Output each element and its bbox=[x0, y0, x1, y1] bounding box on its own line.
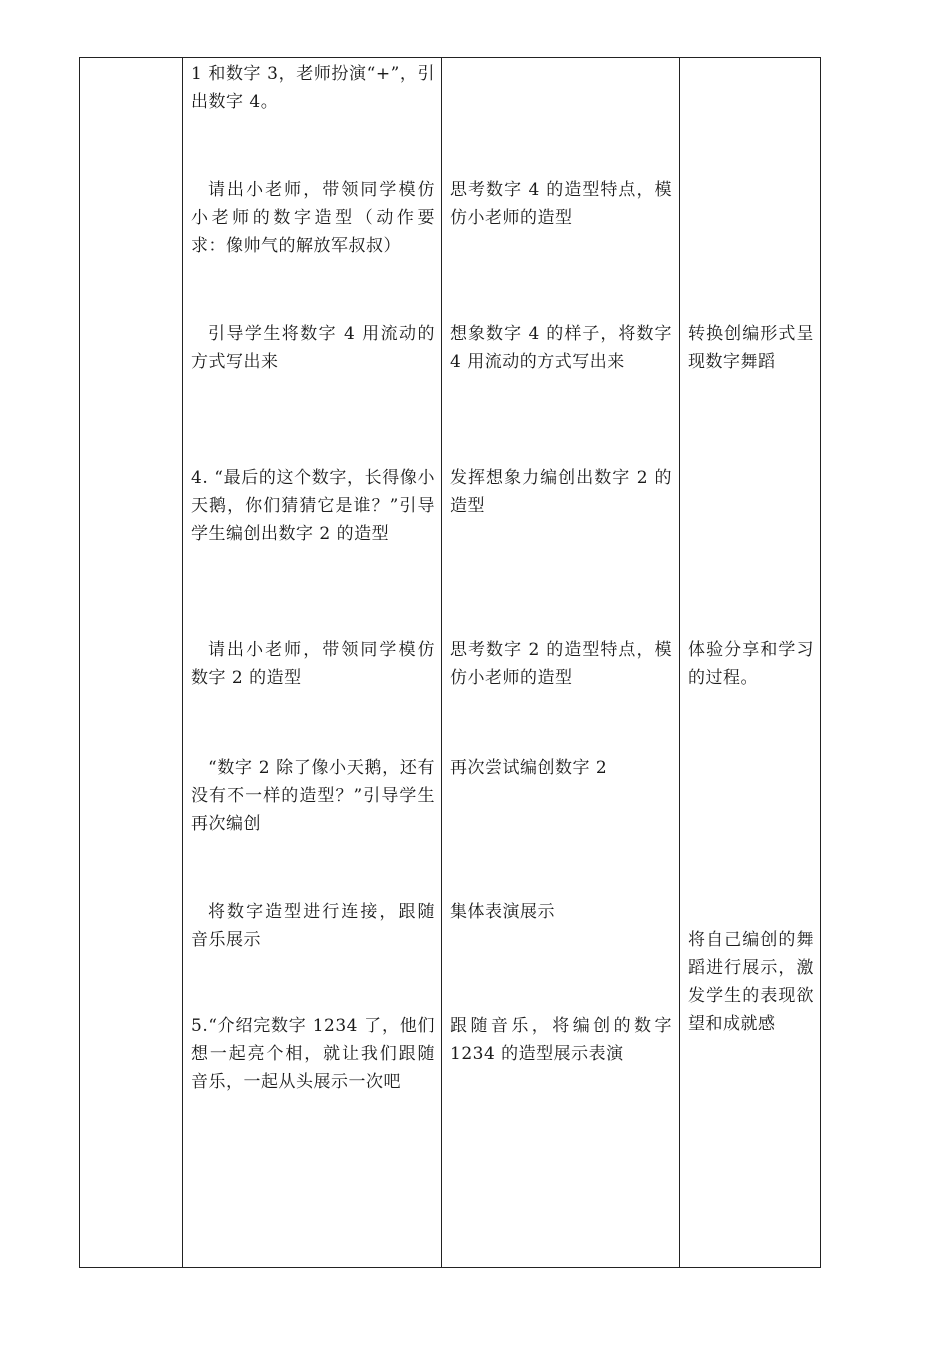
design-intent-7: 将自己编创的舞蹈进行展示，激发学生的表现欲望和成就感 bbox=[688, 930, 814, 1034]
teacher-activity-7: 将数字造型进行连接，跟随音乐展示 bbox=[191, 902, 435, 950]
teacher-activity-6: “数字 2 除了像小天鹅，还有没有不一样的造型？”引导学生再次编创 bbox=[191, 758, 435, 834]
student-activity-4: 发挥想象力编创出数字 2 的造型 bbox=[450, 468, 672, 516]
teacher-activity-4: 4. “最后的这个数字，长得像小天鹅，你们猜猜它是谁？”引导学生编创出数字 2 的造型 bbox=[191, 468, 435, 544]
student-activity-8: 跟随音乐，将编创的数字 1234 的造型展示表演 bbox=[450, 1016, 672, 1064]
student-activity-3: 想象数字 4 的样子，将数字 4 用流动的方式写出来 bbox=[450, 324, 672, 372]
column-divider bbox=[679, 58, 680, 1267]
teacher-activity-8: 5.“介绍完数字 1234 了，他们想一起亮个相，就让我们跟随音乐，一起从头展示一次吧 bbox=[191, 1016, 435, 1092]
teacher-activity-2: 请出小老师，带领同学模仿小老师的数字造型（动作要求：像帅气的解放军叔叔） bbox=[191, 180, 435, 256]
design-intent-5: 体验分享和学习的过程。 bbox=[688, 640, 814, 688]
teacher-activity-3: 引导学生将数字 4 用流动的方式写出来 bbox=[191, 324, 435, 372]
column-divider bbox=[441, 58, 442, 1267]
student-activity-2: 思考数字 4 的造型特点，模仿小老师的造型 bbox=[450, 180, 672, 228]
teacher-activity-5: 请出小老师，带领同学模仿数字 2 的造型 bbox=[191, 640, 435, 688]
design-intent-3: 转换创编形式呈现数字舞蹈 bbox=[688, 324, 814, 372]
student-activity-6: 再次尝试编创数字 2 bbox=[450, 758, 608, 778]
student-activity-5: 思考数字 2 的造型特点，模仿小老师的造型 bbox=[450, 640, 672, 688]
column-divider bbox=[182, 58, 183, 1267]
student-activity-7: 集体表演展示 bbox=[450, 902, 555, 922]
lesson-table bbox=[79, 57, 821, 1268]
teacher-activity-1: 1 和数字 3，老师扮演“+”，引出数字 4。 bbox=[191, 64, 435, 112]
